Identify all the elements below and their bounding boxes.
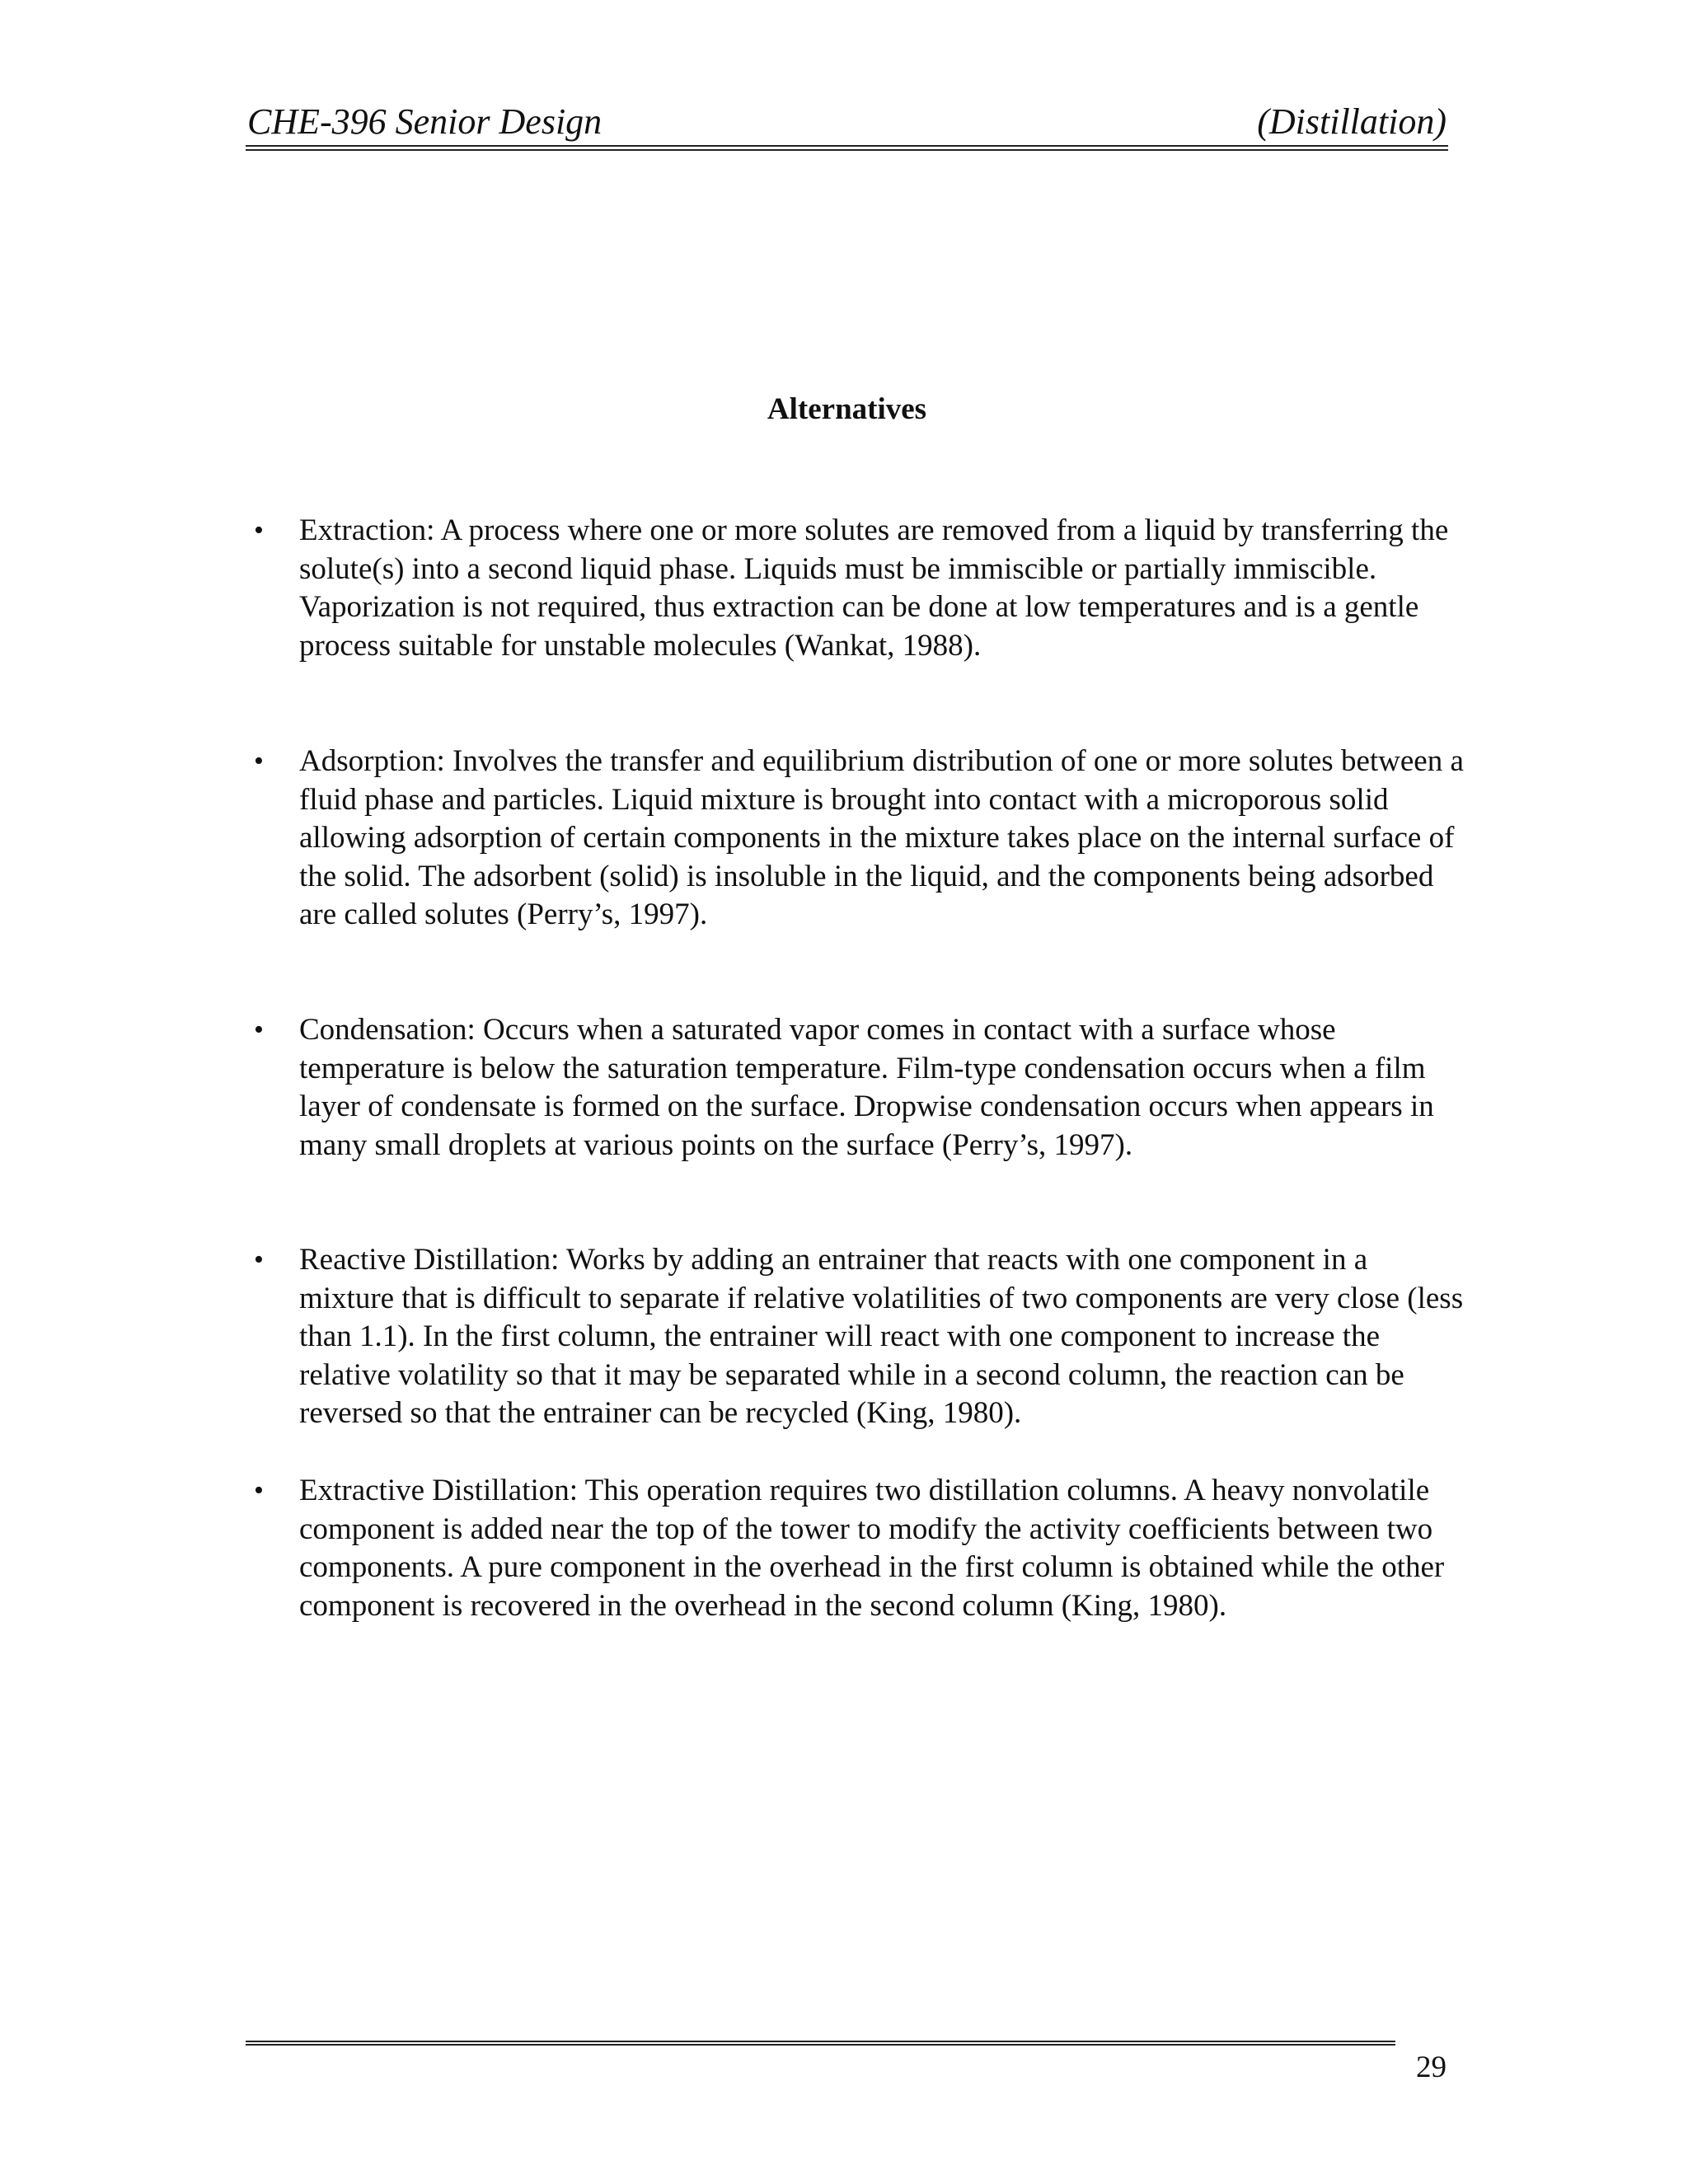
list-item-text: Extractive Distillation: This operation requires two distillation columns. A heavy nonvolatile component is added near the top of the tower to modify the activity coefficients between two components. A pure component in the overhead in the first column is obtained while the other component is recovered in the overhead in the second column (King, 1980). (299, 1474, 1445, 1623)
section-title: Alternatives (767, 392, 927, 426)
bullet-icon: • (254, 1244, 264, 1275)
bullet-icon: • (254, 746, 264, 776)
footer-double-rule (246, 2041, 1395, 2046)
bullet-icon: • (254, 1475, 264, 1506)
list-item-text: Condensation: Occurs when a saturated vapor comes in contact with a surface whose temperature is below the saturation temperature. Film-type condensation occurs when a film layer of condensate is formed on the surface. Dropwise condensation occurs when appears in many small droplets at various points on the surface (Perry’s, 1997). (299, 1013, 1434, 1162)
header-topic: (Distillation) (1257, 101, 1447, 142)
header-double-rule (246, 145, 1448, 151)
bullet-icon: • (254, 515, 264, 546)
list-item-text: Extraction: A process where one or more solutes are removed from a liquid by transferring the solute(s) into a second liquid phase. Liquids must be immiscible or partially immiscible. Vaporization is not required, thus extraction can be done at low temperatures and is a gentle process suitable for unstable molecules (Wankat, 1988). (299, 513, 1449, 663)
list-item-text: Reactive Distillation: Works by adding an entrainer that reacts with one component in a mixture that is difficult to separate if relative volatilities of two components are very close (less than 1.1). In the first column, the entrainer will react with one component to increase the relative volatility so that it may be separated while in a second column, the reaction can be reversed so that the entrainer can be recycled (King, 1980). (299, 1243, 1464, 1430)
page-number: 29 (1416, 2050, 1447, 2084)
list-item-text: Adsorption: Involves the transfer and equilibrium distribution of one or more solutes between a fluid phase and particles. Liquid mixture is brought into contact with a microporous solid allowing adsorption of certain components in the mixture takes place on the internal surface of the solid. The adsorbent (solid) is insoluble in the liquid, and the components being adsorbed are called solutes (Perry’s, 1997). (299, 744, 1464, 931)
bullet-icon: • (254, 1015, 264, 1045)
page-header (247, 97, 1447, 147)
header-course-title: CHE-396 Senior Design (247, 101, 603, 142)
